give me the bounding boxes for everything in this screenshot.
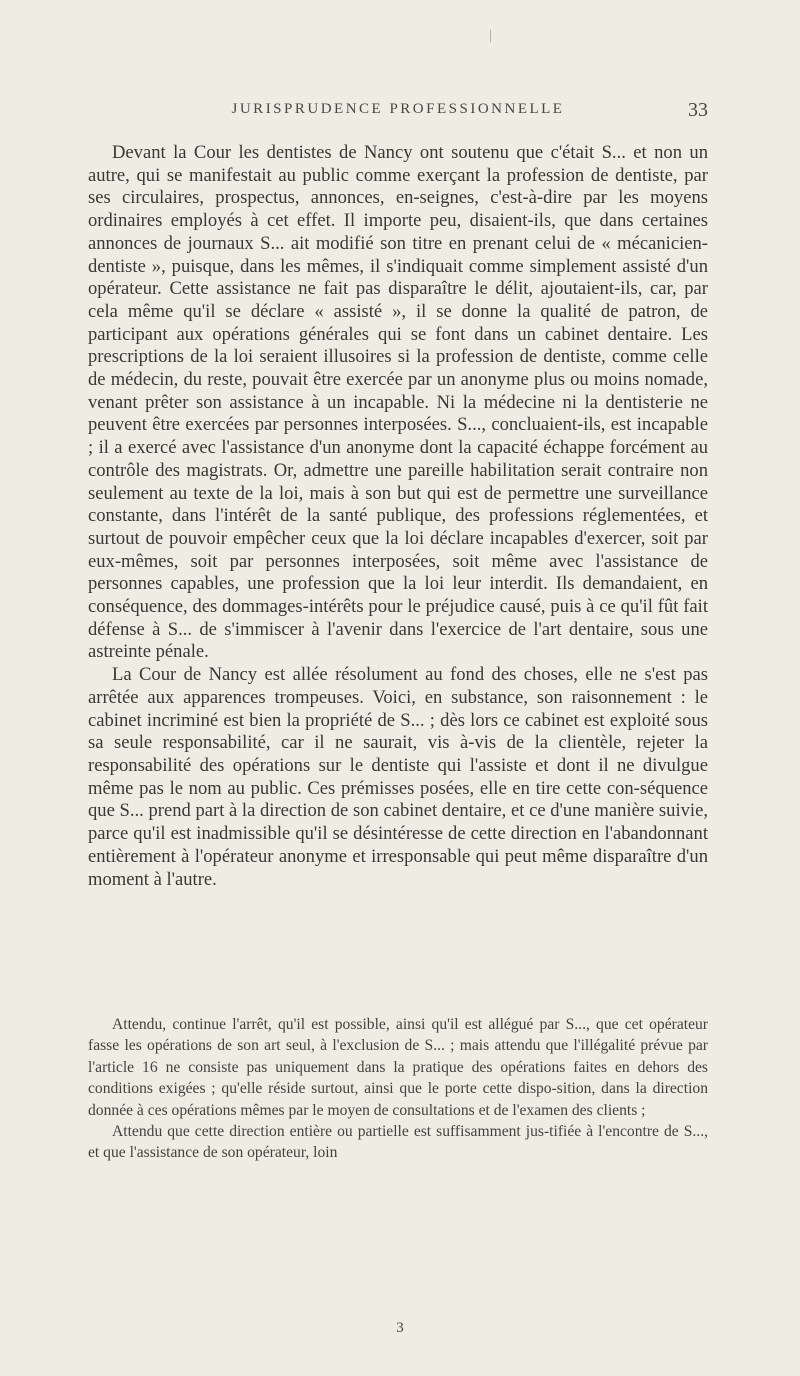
body-paragraph: Devant la Cour les dentistes de Nancy ont soutenu que c'était S... et non un autre, qui se manifestait au public comme exerçant la profession de dentiste, par ses circulaires, prospectus, annonces, en-seignes, c'est-à-dire par les moyens ordinaires employés à cet effet. Il importe peu, disaient-ils, que dans certaines annonces de journaux S... ait modifié son titre en prenant celui de « mécanicien-dentiste », puisque, dans les mêmes, il s'indiquait comme simplement assisté d'un opérateur. Cette assistance ne fait pas disparaître le délit, ajoutaient-ils, car, par cela même qu'il se déclare « assisté », il se donne la qualité de patron, de participant aux opérations générales qui se font dans un cabinet dentaire. Les prescriptions de la loi seraient illusoires si la profession de dentiste, comme celle de médecin, du reste, pouvait être exercée par un anonyme plus ou moins nomade, venant prêter son assistance à un incapable. Ni la médecine ni la dentisterie ne peuvent être exercées par personnes interposées. S..., concluaient-ils, est incapable ; il a exercé avec l'assistance d'un anonyme dont la capacité échappe forcément au contrôle des magistrats. Or, admettre une pareille habilitation serait contraire non seulement au texte de la loi, mais à son but qui est de permettre une surveillance constante, dans l'intérêt de la santé publique, des professions réglementées, et surtout de pouvoir empêcher ceux que la loi déclare incapables d'exercer, soit par eux-mêmes, soit par personnes interposées, soit même avec l'assistance de personnes capables, une profession que la loi leur interdit. Ils demandaient, en conséquence, des dommages-intérêts pour le préjudice causé, puis à ce qu'il fût fait défense à S... de s'immiscer à l'avenir dans l'exercice de l'art dentaire, sous une astreinte pénale. (88, 142, 708, 663)
body-paragraph: La Cour de Nancy est allée résolument au fond des choses, elle ne s'est pas arrêtée aux apparences trompeuses. Voici, en substance, son raisonnement : le cabinet incriminé est bien la propriété de S... ; dès lors ce cabinet est exploité sous sa seule responsabilité, car il ne saurait, vis à-vis de la clientèle, rejeter la responsabilité des opérations sur le dentiste qui l'assiste et dont il ne divulgue même pas le nom au public. Ces prémisses posées, elle en tire cette con-séquence que S... prend part à la direction de son cabinet dentaire, et ce d'une manière suivie, parce qu'il est inadmissible qu'il se désintéresse de cette direction en l'abandonnant entièrement à l'opérateur anonyme et irresponsable qui peut même disparaître d'un moment à l'autre. (88, 664, 708, 890)
running-title: JURISPRUDENCE PROFESSIONNELLE (231, 101, 565, 117)
page-number: 33 (688, 99, 708, 121)
page-header (88, 101, 708, 125)
quote-paragraph: Attendu, continue l'arrêt, qu'il est possible, ainsi qu'il est allégué par S..., que cet opérateur fasse les opérations de son art seul, à l'exclusion de S... ; mais attendu que l'illégalité prévue par l'article 16 ne consiste pas uniquement dans la pratique des opérations faites en dehors des conditions exigées ; qu'elle réside surtout, ainsi que le porte cette dispo-sition, dans la direction donnée à ces opérations mêmes par le moyen de consultations et de l'examen des clients ; (88, 1016, 708, 1119)
court-ruling-quote (88, 1014, 708, 1164)
quote-paragraph: Attendu que cette direction entière ou partielle est suffisamment jus-tifiée à l'encontre de S..., et que l'assistance de son opérateur, loin (88, 1123, 708, 1162)
body-text (88, 142, 708, 891)
signature-mark: 3 (396, 1320, 404, 1336)
margin-mark (490, 30, 491, 42)
